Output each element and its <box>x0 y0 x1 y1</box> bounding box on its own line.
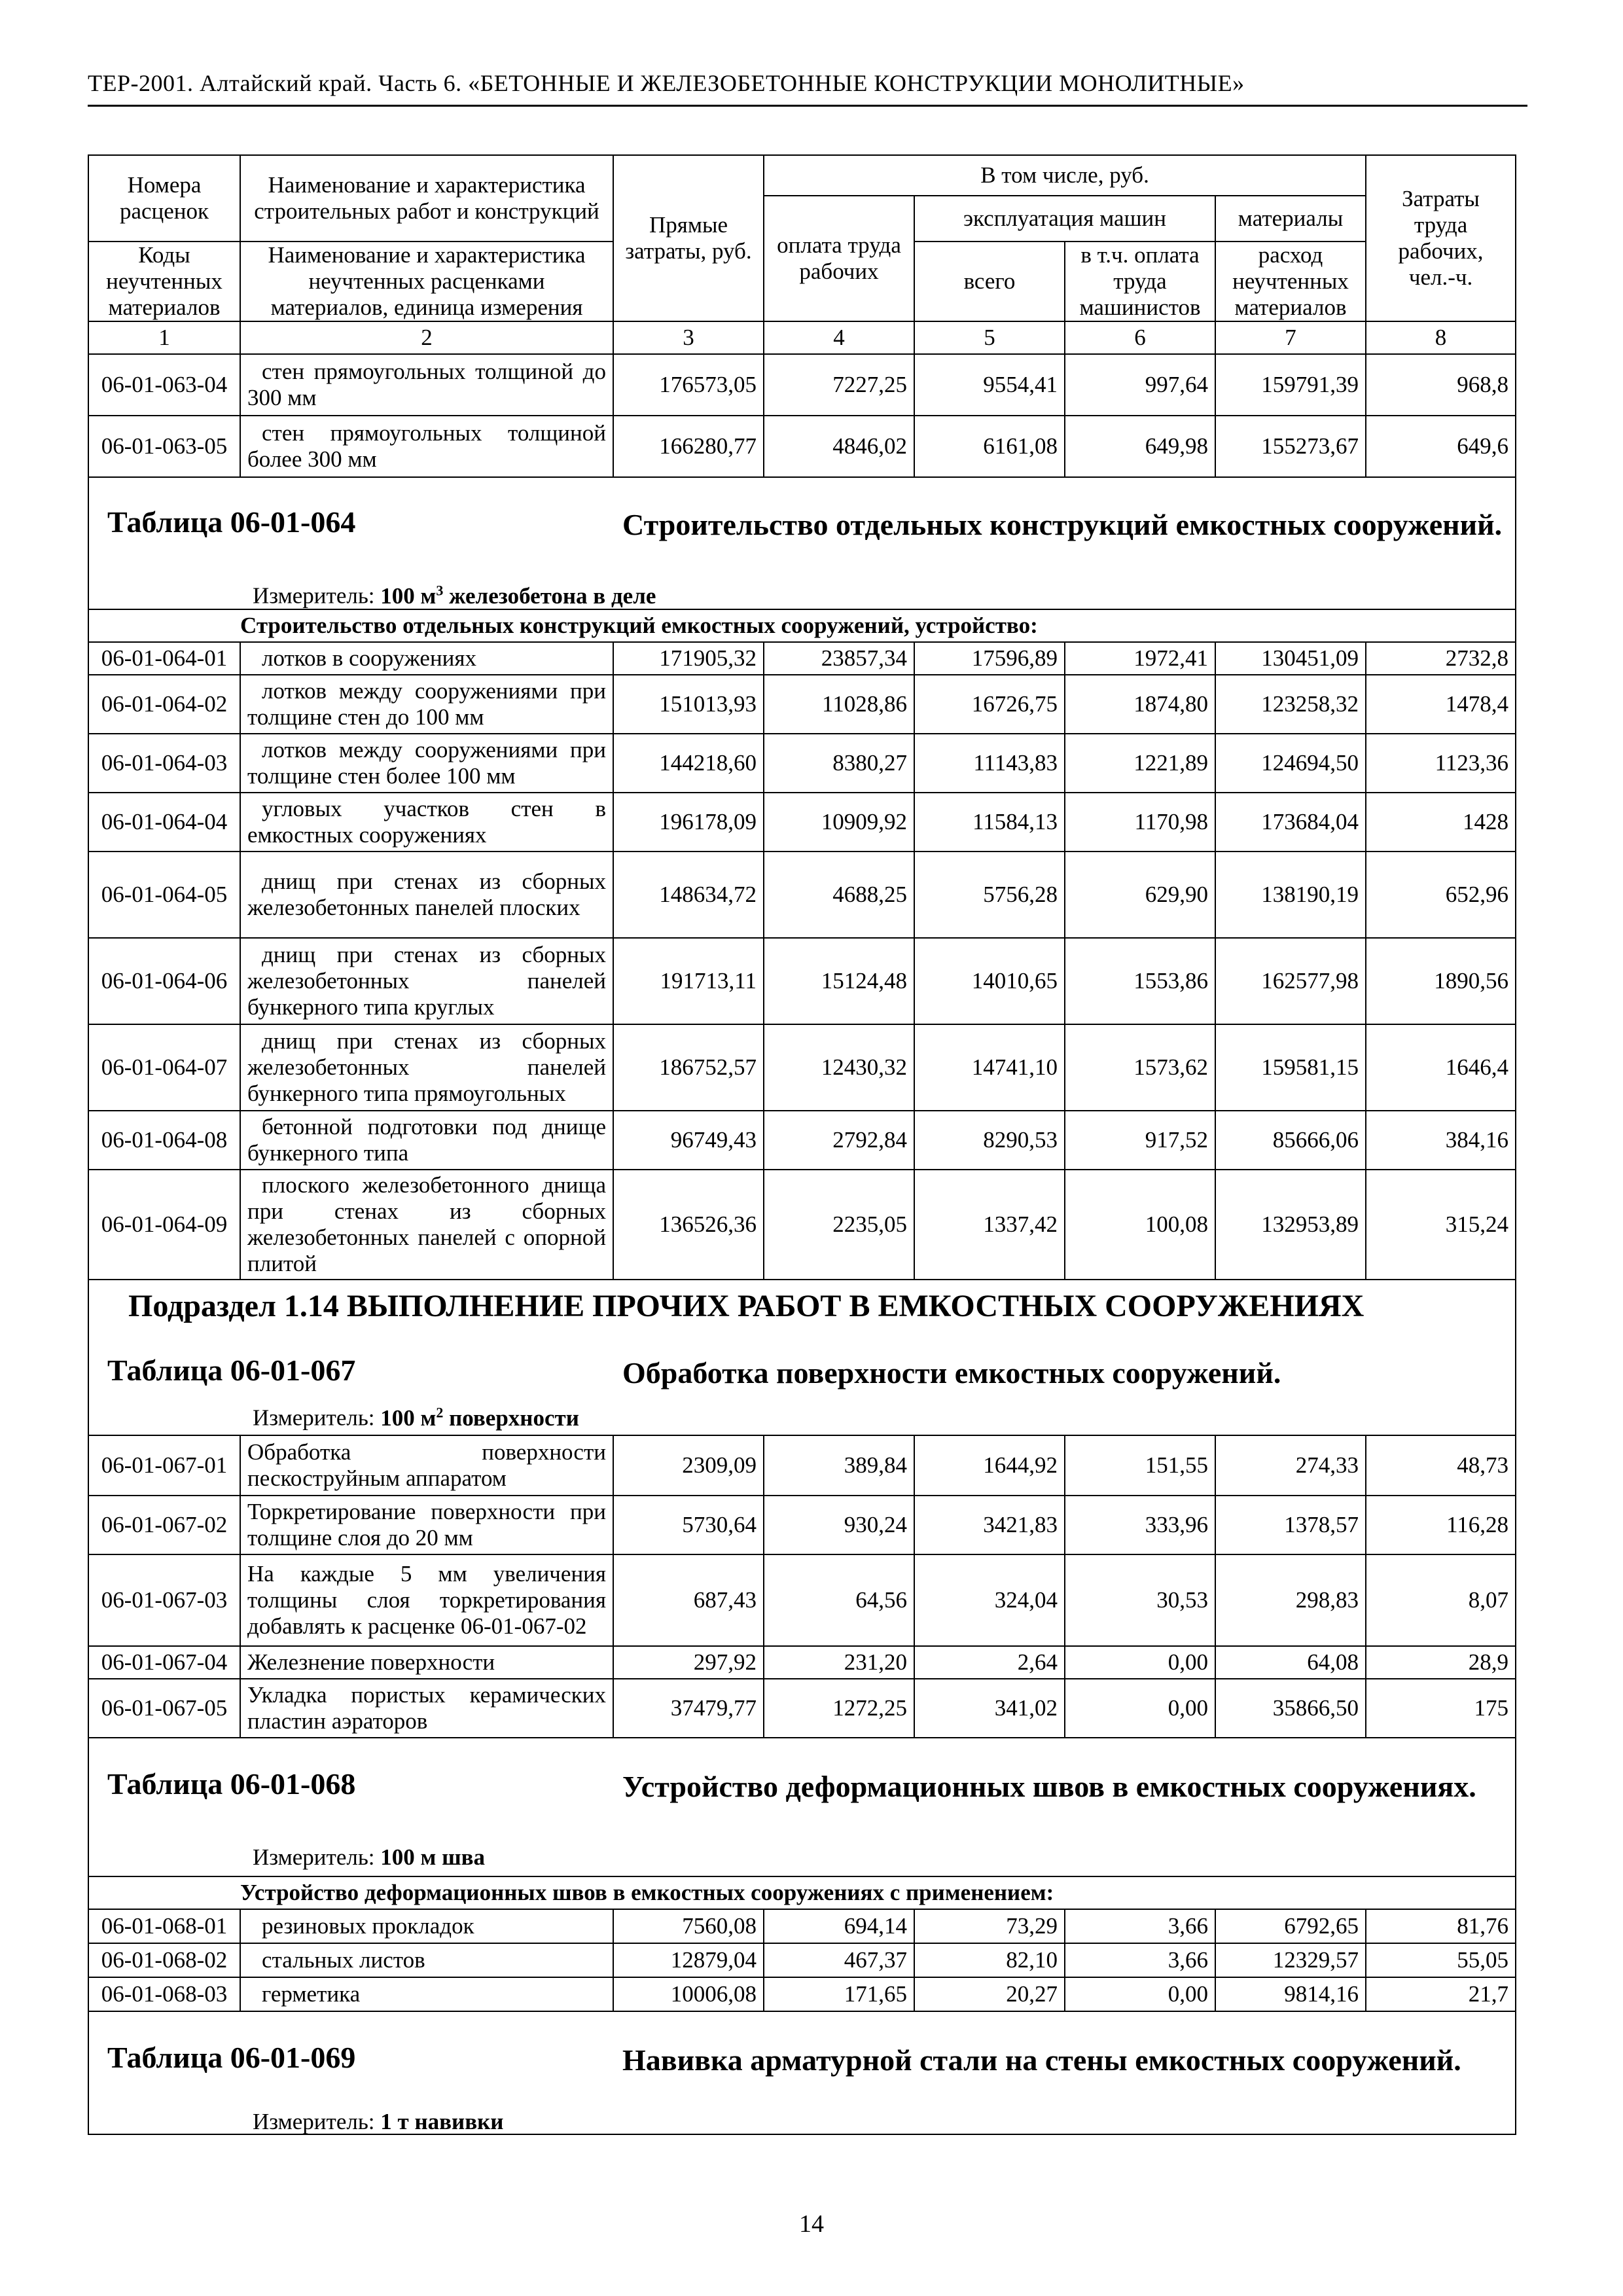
materials: 173684,04 <box>1215 793 1366 852</box>
unit-value-rest: железобетона в деле <box>443 583 656 609</box>
direct-costs: 7560,08 <box>613 1909 764 1943</box>
rates-table-wrapper <box>88 154 1515 2135</box>
work-name-text: угловых участков стен в емкостных сооружениях <box>247 796 606 848</box>
table-title: Строительство отдельных конструкций емкостных сооружений. <box>622 508 1503 541</box>
table-row <box>88 1111 1516 1170</box>
operators-pay: 1170,98 <box>1065 793 1215 852</box>
group-subtitle: Строительство отдельных конструкций емкостных сооружений, устройство: <box>240 609 1516 642</box>
direct-costs: 191713,11 <box>613 938 764 1024</box>
labor-hours: 652,96 <box>1366 852 1516 938</box>
work-name <box>240 793 613 852</box>
materials: 132953,89 <box>1215 1170 1366 1280</box>
table-id: Таблица 06-01-064 <box>107 505 356 539</box>
rate-code: 06-01-064-06 <box>88 938 240 1024</box>
head-col1-top: Номера расценок <box>88 155 240 242</box>
operators-pay: 1972,41 <box>1065 642 1215 675</box>
header-rule <box>88 105 1527 107</box>
labor-hours: 1123,36 <box>1366 734 1516 793</box>
work-name-text: стен прямоугольных толщиной до 300 мм <box>247 359 606 410</box>
work-name <box>240 675 613 734</box>
table-row <box>88 675 1516 734</box>
table-title: Устройство деформационных швов в емкостных сооружениях. <box>622 1770 1476 1803</box>
rate-code: 06-01-064-01 <box>88 642 240 675</box>
machines-total: 5756,28 <box>914 852 1065 938</box>
operators-pay: 1221,89 <box>1065 734 1215 793</box>
labor-pay: 64,56 <box>764 1554 914 1646</box>
group-subtitle: Устройство деформационных швов в емкостных сооружениях с применением: <box>240 1876 1516 1909</box>
section-header-row <box>88 2011 1516 2134</box>
rate-code: 06-01-063-04 <box>88 354 240 416</box>
direct-costs: 297,92 <box>613 1646 764 1679</box>
work-name-text: резиновых прокладок <box>262 1913 474 1939</box>
head-labor-pay: оплата труда рабочих <box>764 196 914 321</box>
labor-hours: 2732,8 <box>1366 642 1516 675</box>
direct-costs: 12879,04 <box>613 1943 764 1977</box>
direct-costs: 186752,57 <box>613 1024 764 1111</box>
head-col2-top: Наименование и характеристика строительных работ и конструкций <box>240 155 613 242</box>
machines-total: 324,04 <box>914 1554 1065 1646</box>
labor-pay: 11028,86 <box>764 675 914 734</box>
direct-costs: 144218,60 <box>613 734 764 793</box>
labor-hours: 649,6 <box>1366 416 1516 477</box>
table-title: Навивка арматурной стали на стены емкостных сооружений. <box>622 2043 1461 2077</box>
unit-value <box>380 2109 503 2134</box>
labor-pay: 12430,32 <box>764 1024 914 1111</box>
rate-code: 06-01-067-05 <box>88 1679 240 1738</box>
work-name <box>240 642 613 675</box>
operators-pay: 1553,86 <box>1065 938 1215 1024</box>
table-row <box>88 1496 1516 1554</box>
table-row <box>88 1646 1516 1679</box>
machines-total: 17596,89 <box>914 642 1065 675</box>
column-number: 3 <box>613 321 764 354</box>
materials: 138190,19 <box>1215 852 1366 938</box>
labor-pay: 231,20 <box>764 1646 914 1679</box>
labor-hours: 315,24 <box>1366 1170 1516 1280</box>
work-name-text: лотков между сооружениями при толщине стен до 100 мм <box>247 678 606 730</box>
labor-pay: 10909,92 <box>764 793 914 852</box>
unit-of-measure <box>253 1399 579 1431</box>
rate-code: 06-01-067-02 <box>88 1496 240 1554</box>
machines-total: 16726,75 <box>914 675 1065 734</box>
labor-hours: 116,28 <box>1366 1496 1516 1554</box>
unit-value <box>380 1405 579 1431</box>
machines-total: 73,29 <box>914 1909 1065 1943</box>
operators-pay: 629,90 <box>1065 852 1215 938</box>
table-row <box>88 1943 1516 1977</box>
table-id: Таблица 06-01-067 <box>107 1354 356 1387</box>
table-row <box>88 1977 1516 2011</box>
labor-pay: 930,24 <box>764 1496 914 1554</box>
work-name-text: лотков между сооружениями при толщине стен более 100 мм <box>247 737 606 789</box>
work-name-text: днищ при стенах из сборных железобетонных панелей бункерного типа круглых <box>247 942 606 1020</box>
work-name-text: бетонной подготовки под днище бункерного типа <box>247 1114 606 1166</box>
unit-label: Измеритель: <box>253 2109 375 2134</box>
materials: 130451,09 <box>1215 642 1366 675</box>
page-number: 14 <box>799 2210 824 2238</box>
work-name-text: На каждые 5 мм увеличения толщины слоя торкретирования добавлять к расценке 06-01-067-02 <box>247 1561 606 1639</box>
rate-code: 06-01-067-03 <box>88 1554 240 1646</box>
column-numbers-row <box>88 321 1516 354</box>
table-row <box>88 1170 1516 1280</box>
work-name <box>240 1909 613 1943</box>
rate-code: 06-01-063-05 <box>88 416 240 477</box>
labor-hours: 81,76 <box>1366 1909 1516 1943</box>
machines-total: 9554,41 <box>914 354 1065 416</box>
unit-value-text: 100 м <box>380 583 437 609</box>
column-number: 8 <box>1366 321 1516 354</box>
head-machines: эксплуатация машин <box>914 196 1215 242</box>
machines-total: 14741,10 <box>914 1024 1065 1111</box>
column-number: 1 <box>88 321 240 354</box>
machines-total: 11584,13 <box>914 793 1065 852</box>
machines-total: 1337,42 <box>914 1170 1065 1280</box>
group-subtitle-row <box>88 609 1516 642</box>
labor-hours: 968,8 <box>1366 354 1516 416</box>
operators-pay: 649,98 <box>1065 416 1215 477</box>
table-row <box>88 1024 1516 1111</box>
operators-pay: 100,08 <box>1065 1170 1215 1280</box>
operators-pay: 0,00 <box>1065 1646 1215 1679</box>
table-id: Таблица 06-01-069 <box>107 2041 356 2074</box>
operators-pay: 151,55 <box>1065 1435 1215 1496</box>
labor-hours: 21,7 <box>1366 1977 1516 2011</box>
head-materials: материалы <box>1215 196 1366 242</box>
direct-costs: 687,43 <box>613 1554 764 1646</box>
table-row <box>88 793 1516 852</box>
rate-code: 06-01-067-01 <box>88 1435 240 1496</box>
column-number: 5 <box>914 321 1065 354</box>
direct-costs: 136526,36 <box>613 1170 764 1280</box>
machines-total: 341,02 <box>914 1679 1065 1738</box>
unit-value-text: 100 м шва <box>380 1844 486 1870</box>
work-name <box>240 1977 613 2011</box>
table-row <box>88 642 1516 675</box>
head-machines-total: всего <box>914 242 1065 321</box>
work-name-text: стальных листов <box>262 1947 425 1973</box>
labor-hours: 384,16 <box>1366 1111 1516 1170</box>
unit-of-measure <box>253 2109 503 2135</box>
unit-label: Измеритель: <box>253 1844 375 1870</box>
labor-hours: 8,07 <box>1366 1554 1516 1646</box>
unit-of-measure <box>253 1844 485 1871</box>
work-name <box>240 1943 613 1977</box>
work-name-text: Укладка пористых керамических пластин аэраторов <box>247 1682 606 1734</box>
machines-total: 14010,65 <box>914 938 1065 1024</box>
rate-code: 06-01-068-01 <box>88 1909 240 1943</box>
labor-hours: 175 <box>1366 1679 1516 1738</box>
unit-value-rest: поверхности <box>443 1405 579 1431</box>
labor-pay: 23857,34 <box>764 642 914 675</box>
rate-code: 06-01-064-04 <box>88 793 240 852</box>
work-name <box>240 734 613 793</box>
direct-costs: 151013,93 <box>613 675 764 734</box>
rate-code: 06-01-064-08 <box>88 1111 240 1170</box>
materials: 159581,15 <box>1215 1024 1366 1111</box>
labor-pay: 467,37 <box>764 1943 914 1977</box>
labor-pay: 15124,48 <box>764 938 914 1024</box>
labor-hours: 48,73 <box>1366 1435 1516 1496</box>
rate-code: 06-01-064-05 <box>88 852 240 938</box>
materials: 159791,39 <box>1215 354 1366 416</box>
materials: 274,33 <box>1215 1435 1366 1496</box>
rate-code: 06-01-068-02 <box>88 1943 240 1977</box>
unit-label: Измеритель: <box>253 1405 375 1431</box>
column-number: 2 <box>240 321 613 354</box>
materials: 298,83 <box>1215 1554 1366 1646</box>
materials: 85666,06 <box>1215 1111 1366 1170</box>
work-name <box>240 938 613 1024</box>
table-row <box>88 1679 1516 1738</box>
head-including: В том числе, руб. <box>764 155 1366 196</box>
table-row <box>88 1909 1516 1943</box>
unit-value-text: 100 м <box>380 1405 437 1431</box>
operators-pay: 3,66 <box>1065 1943 1215 1977</box>
labor-pay: 2792,84 <box>764 1111 914 1170</box>
work-name-text: стен прямоугольных толщиной более 300 мм <box>247 420 606 472</box>
unit-label: Измеритель: <box>253 583 375 609</box>
materials: 162577,98 <box>1215 938 1366 1024</box>
work-name-text: плоского железобетонного днища при стенах из сборных железобетонных панелей с опорной плитой <box>247 1172 606 1276</box>
direct-costs: 5730,64 <box>613 1496 764 1554</box>
direct-costs: 96749,43 <box>613 1111 764 1170</box>
column-number: 4 <box>764 321 914 354</box>
table-row <box>88 1435 1516 1496</box>
work-name-text: днищ при стенах из сборных железобетонных панелей плоских <box>247 869 606 920</box>
work-name-text: днищ при стенах из сборных железобетонных панелей бункерного типа прямоугольных <box>247 1028 606 1106</box>
labor-pay: 171,65 <box>764 1977 914 2011</box>
subsection-title: Подраздел 1.14 ВЫПОЛНЕНИЕ ПРОЧИХ РАБОТ В ЕМКОСТНЫХ СООРУЖЕНИЯХ <box>128 1289 1364 1323</box>
rates-table <box>88 154 1516 2135</box>
table-row <box>88 734 1516 793</box>
rate-code: 06-01-067-04 <box>88 1646 240 1679</box>
operators-pay: 30,53 <box>1065 1554 1215 1646</box>
work-name <box>240 1435 613 1496</box>
rate-code: 06-01-064-03 <box>88 734 240 793</box>
operators-pay: 1573,62 <box>1065 1024 1215 1111</box>
unit-exponent: 3 <box>436 582 444 598</box>
operators-pay: 333,96 <box>1065 1496 1215 1554</box>
table-row <box>88 1554 1516 1646</box>
machines-total: 11143,83 <box>914 734 1065 793</box>
machines-total: 20,27 <box>914 1977 1065 2011</box>
column-number: 6 <box>1065 321 1215 354</box>
table-row <box>88 354 1516 416</box>
materials: 12329,57 <box>1215 1943 1366 1977</box>
head-labor-cost: Затраты труда рабочих, чел.-ч. <box>1366 155 1516 321</box>
section-header-row <box>88 1738 1516 1876</box>
labor-pay: 1272,25 <box>764 1679 914 1738</box>
column-number: 7 <box>1215 321 1366 354</box>
table-id: Таблица 06-01-068 <box>107 1767 356 1801</box>
head-col1-bottom: Коды неучтенных материалов <box>88 242 240 321</box>
labor-hours: 1890,56 <box>1366 938 1516 1024</box>
machines-total: 3421,83 <box>914 1496 1065 1554</box>
materials: 123258,32 <box>1215 675 1366 734</box>
operators-pay: 997,64 <box>1065 354 1215 416</box>
direct-costs: 148634,72 <box>613 852 764 938</box>
work-name-text: герметика <box>262 1981 361 2007</box>
labor-pay: 8380,27 <box>764 734 914 793</box>
machines-total: 6161,08 <box>914 416 1065 477</box>
labor-pay: 7227,25 <box>764 354 914 416</box>
machines-total: 82,10 <box>914 1943 1065 1977</box>
unit-value <box>380 583 656 609</box>
operators-pay: 0,00 <box>1065 1977 1215 2011</box>
labor-hours: 55,05 <box>1366 1943 1516 1977</box>
work-name-text: Железнение поверхности <box>247 1649 495 1675</box>
head-incl-operators: в т.ч. оплата труда машинистов <box>1065 242 1215 321</box>
labor-pay: 4846,02 <box>764 416 914 477</box>
table-row <box>88 416 1516 477</box>
work-name <box>240 354 613 416</box>
direct-costs: 37479,77 <box>613 1679 764 1738</box>
head-unaccounted-materials: расход неучтенных материалов <box>1215 242 1366 321</box>
operators-pay: 917,52 <box>1065 1111 1215 1170</box>
rate-code: 06-01-064-02 <box>88 675 240 734</box>
operators-pay: 3,66 <box>1065 1909 1215 1943</box>
direct-costs: 2309,09 <box>613 1435 764 1496</box>
unit-of-measure <box>253 577 656 609</box>
direct-costs: 176573,05 <box>613 354 764 416</box>
rate-code: 06-01-068-03 <box>88 1977 240 2011</box>
rate-code: 06-01-064-09 <box>88 1170 240 1280</box>
labor-hours: 1646,4 <box>1366 1024 1516 1111</box>
direct-costs: 166280,77 <box>613 416 764 477</box>
rate-code: 06-01-064-07 <box>88 1024 240 1111</box>
unit-value <box>380 1844 485 1870</box>
operators-pay: 0,00 <box>1065 1679 1215 1738</box>
labor-pay: 694,14 <box>764 1909 914 1943</box>
materials: 124694,50 <box>1215 734 1366 793</box>
labor-pay: 2235,05 <box>764 1170 914 1280</box>
machines-total: 1644,92 <box>914 1435 1065 1496</box>
head-direct-costs: Прямые затраты, руб. <box>613 155 764 321</box>
machines-total: 2,64 <box>914 1646 1065 1679</box>
materials: 1378,57 <box>1215 1496 1366 1554</box>
head-col2-bottom: Наименование и характеристика неучтенных расценками материалов, единица измерения <box>240 242 613 321</box>
labor-pay: 389,84 <box>764 1435 914 1496</box>
materials: 9814,16 <box>1215 1977 1366 2011</box>
section-header-row <box>88 1280 1516 1435</box>
work-name <box>240 416 613 477</box>
section-header-row <box>88 477 1516 609</box>
direct-costs: 171905,32 <box>613 642 764 675</box>
direct-costs: 196178,09 <box>613 793 764 852</box>
labor-hours: 28,9 <box>1366 1646 1516 1679</box>
work-name <box>240 1679 613 1738</box>
work-name-text: Обработка поверхности пескоструйным аппаратом <box>247 1439 606 1491</box>
unit-value-text: 1 т навивки <box>380 2109 504 2134</box>
work-name <box>240 1170 613 1280</box>
running-header: ТЕР-2001. Алтайский край. Часть 6. «БЕТОННЫЕ И ЖЕЛЕЗОБЕТОННЫЕ КОНСТРУКЦИИ МОНОЛИТНЫЕ» <box>88 70 1245 96</box>
labor-hours: 1428 <box>1366 793 1516 852</box>
direct-costs: 10006,08 <box>613 1977 764 2011</box>
table-row <box>88 852 1516 938</box>
table-row <box>88 938 1516 1024</box>
work-name-text: лотков в сооружениях <box>262 645 477 671</box>
work-name-text: Торкретирование поверхности при толщине слоя до 20 мм <box>247 1499 606 1551</box>
work-name <box>240 1024 613 1111</box>
work-name <box>240 1646 613 1679</box>
materials: 64,08 <box>1215 1646 1366 1679</box>
materials: 155273,67 <box>1215 416 1366 477</box>
work-name <box>240 1111 613 1170</box>
table-title: Обработка поверхности емкостных сооружений. <box>622 1356 1281 1390</box>
work-name <box>240 852 613 938</box>
unit-exponent: 2 <box>436 1404 444 1420</box>
group-subtitle-row <box>88 1876 1516 1909</box>
machines-total: 8290,53 <box>914 1111 1065 1170</box>
labor-hours: 1478,4 <box>1366 675 1516 734</box>
work-name <box>240 1554 613 1646</box>
materials: 6792,65 <box>1215 1909 1366 1943</box>
work-name <box>240 1496 613 1554</box>
operators-pay: 1874,80 <box>1065 675 1215 734</box>
materials: 35866,50 <box>1215 1679 1366 1738</box>
labor-pay: 4688,25 <box>764 852 914 938</box>
